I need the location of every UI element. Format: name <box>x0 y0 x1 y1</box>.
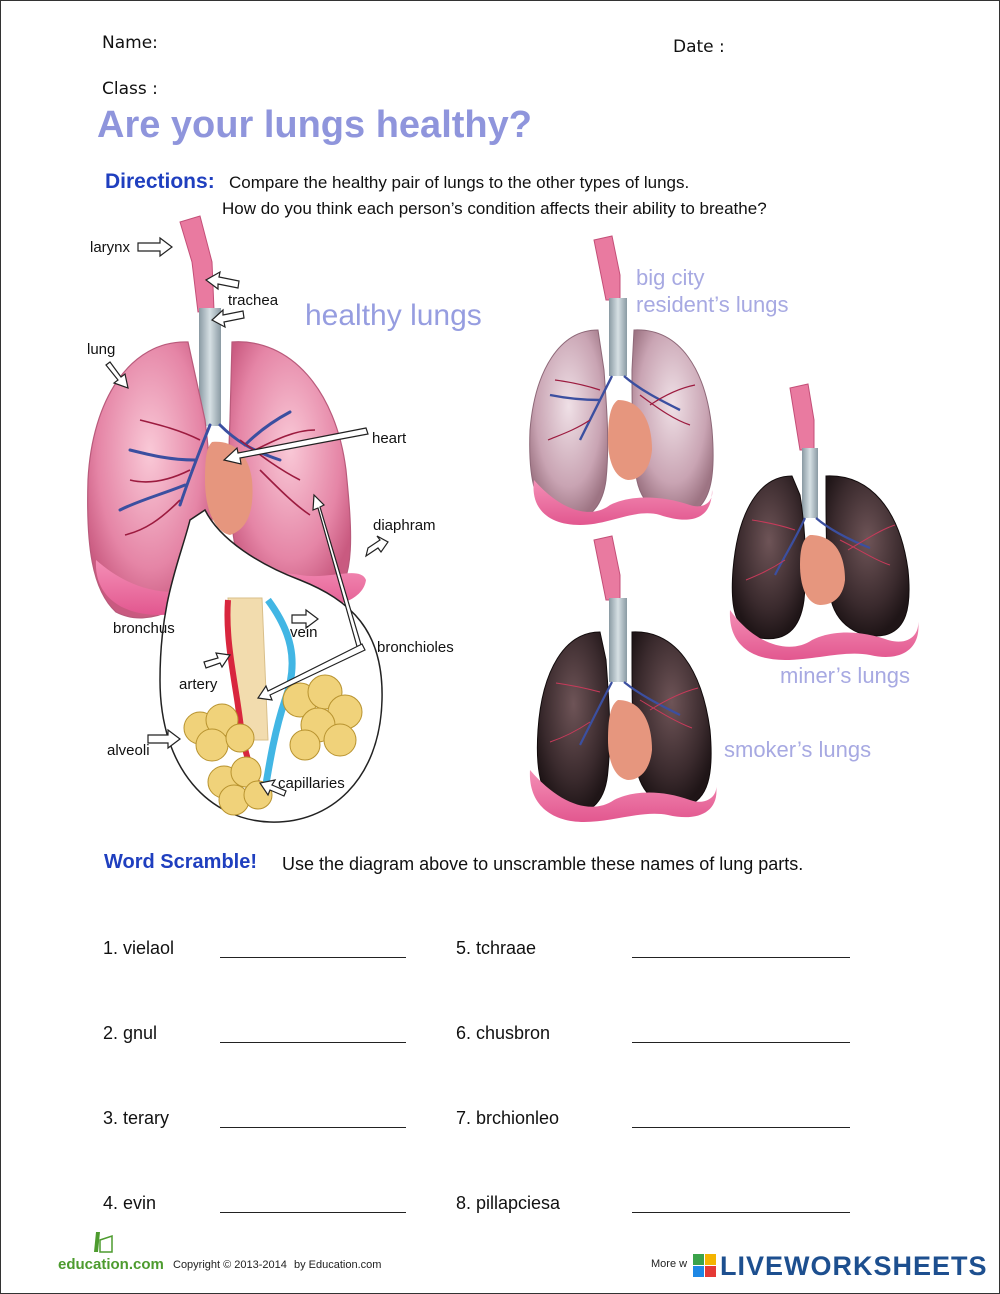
scramble-item-1: 1. vielaol <box>103 938 175 958</box>
label-vein: vein <box>290 624 318 641</box>
scramble-item-4: 4. evin <box>103 1193 157 1213</box>
date-label: Date : <box>673 37 725 57</box>
answer-blank-2[interactable] <box>220 1042 406 1043</box>
scramble-item-7: 7. brchionleo <box>456 1108 560 1128</box>
page-title: Are your lungs healthy? <box>97 104 532 146</box>
education-brand[interactable]: education.com <box>58 1256 164 1273</box>
label-diaphram: diaphram <box>373 517 436 534</box>
scramble-item-6: 6. chusbron <box>456 1023 551 1043</box>
label-trachea: trachea <box>228 292 279 309</box>
city-caption-line-1: big city <box>636 265 705 290</box>
scramble-item-2: 2. gnul <box>103 1023 158 1043</box>
city-caption-line-2: resident’s lungs <box>636 292 789 317</box>
answer-blank-1[interactable] <box>220 957 406 958</box>
liveworksheets-logo-icon <box>693 1254 717 1278</box>
label-lung: lung <box>87 341 116 358</box>
label-larynx: larynx <box>90 239 131 256</box>
scramble-item-3: 3. terary <box>103 1108 170 1128</box>
miner-lungs-drawing <box>730 384 919 660</box>
miner-caption: miner’s lungs <box>780 663 911 688</box>
directions-label: Directions: <box>105 170 215 193</box>
smoker-caption: smoker’s lungs <box>724 737 872 762</box>
answer-blank-3[interactable] <box>220 1127 406 1128</box>
healthy-lungs-caption: healthy lungs <box>305 299 482 332</box>
directions-line-1: Compare the healthy pair of lungs to the other types of lungs. <box>229 173 690 192</box>
copyright-text: Copyright © 2013-2014 <box>173 1259 287 1271</box>
smoker-lungs-drawing <box>530 536 717 822</box>
class-label: Class : <box>102 79 158 99</box>
liveworksheets-brand[interactable]: LIVEWORKSHEETS <box>720 1251 988 1281</box>
word-scramble-instruction: Use the diagram above to unscramble these names of lung parts. <box>282 854 804 874</box>
name-label: Name: <box>102 33 158 53</box>
label-capillaries: capillaries <box>278 775 345 792</box>
label-bronchioles: bronchioles <box>377 639 454 656</box>
answer-blank-4[interactable] <box>220 1212 406 1213</box>
label-artery: artery <box>179 676 218 693</box>
label-heart: heart <box>372 430 407 447</box>
scramble-item-8: 8. pillapciesa <box>456 1193 561 1213</box>
copyright-by: by Education.com <box>294 1259 382 1271</box>
answer-blank-8[interactable] <box>632 1212 850 1213</box>
label-alveoli: alveoli <box>107 742 150 759</box>
scramble-item-5: 5. tchraae <box>456 938 537 958</box>
answer-blank-6[interactable] <box>632 1042 850 1043</box>
answer-blank-5[interactable] <box>632 957 850 958</box>
directions-line-2: How do you think each person’s condition affects their ability to breathe? <box>222 199 767 218</box>
more-worksheets-text[interactable]: More w <box>651 1258 688 1270</box>
answer-blank-7[interactable] <box>632 1127 850 1128</box>
word-scramble-label: Word Scramble! <box>104 851 257 873</box>
label-bronchus: bronchus <box>113 620 175 637</box>
